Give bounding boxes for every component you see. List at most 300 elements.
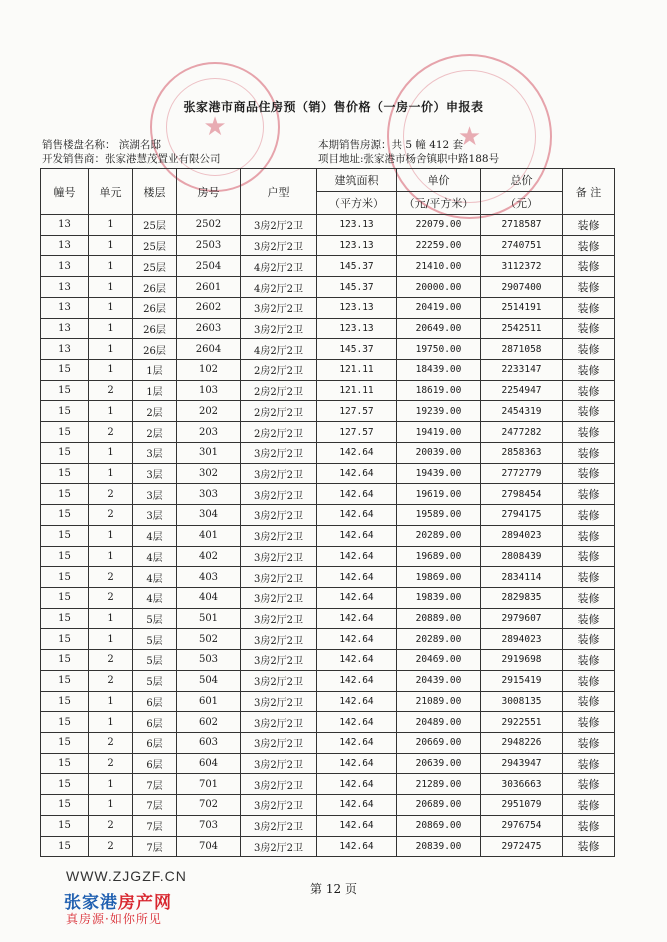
cell-floor: 6层 (133, 732, 177, 753)
table-row (41, 505, 615, 526)
cell-layout: 3房2厅2卫 (241, 629, 317, 650)
cell-unit: 1 (89, 339, 133, 360)
table-row (41, 546, 615, 567)
cell-building: 15 (41, 670, 89, 691)
cell-total-price: 2976754 (481, 815, 563, 836)
cell-remark: 装修 (563, 836, 615, 857)
cell-unit: 1 (89, 215, 133, 236)
cell-floor: 7层 (133, 774, 177, 795)
cell-total-price: 2834114 (481, 567, 563, 588)
cell-area: 127.57 (317, 422, 397, 443)
cell-unit-price: 20839.00 (397, 836, 481, 857)
cell-unit: 1 (89, 277, 133, 298)
cell-unit: 2 (89, 815, 133, 836)
cell-room: 602 (177, 712, 241, 733)
cell-area: 123.13 (317, 297, 397, 318)
table-row (41, 215, 615, 236)
cell-unit-price: 19689.00 (397, 546, 481, 567)
cell-unit: 2 (89, 587, 133, 608)
cell-unit: 1 (89, 525, 133, 546)
cell-building: 13 (41, 235, 89, 256)
header-total-price-unit: （元） (481, 192, 563, 215)
cell-total-price: 2894023 (481, 525, 563, 546)
cell-building: 15 (41, 422, 89, 443)
cell-room: 603 (177, 732, 241, 753)
cell-unit-price: 20649.00 (397, 318, 481, 339)
cell-room: 502 (177, 629, 241, 650)
header-unit-price: 单价 (397, 169, 481, 192)
cell-layout: 3房2厅2卫 (241, 505, 317, 526)
cell-layout: 2房2厅2卫 (241, 422, 317, 443)
cell-unit-price: 19619.00 (397, 484, 481, 505)
cell-area: 142.64 (317, 774, 397, 795)
cell-layout: 3房2厅2卫 (241, 670, 317, 691)
header-unit: 单元 (89, 169, 133, 215)
cell-unit: 1 (89, 691, 133, 712)
cell-remark: 装修 (563, 525, 615, 546)
cell-layout: 3房2厅2卫 (241, 650, 317, 671)
cell-unit-price: 20489.00 (397, 712, 481, 733)
cell-unit: 1 (89, 774, 133, 795)
cell-room: 2502 (177, 215, 241, 236)
cell-unit-price: 19589.00 (397, 505, 481, 526)
cell-remark: 装修 (563, 753, 615, 774)
table-row (41, 712, 615, 733)
cell-area: 145.37 (317, 339, 397, 360)
cell-floor: 5层 (133, 608, 177, 629)
cell-unit: 1 (89, 463, 133, 484)
cell-building: 15 (41, 484, 89, 505)
cell-unit: 1 (89, 318, 133, 339)
cell-unit-price: 20689.00 (397, 795, 481, 816)
table-row (41, 753, 615, 774)
cell-layout: 3房2厅2卫 (241, 318, 317, 339)
cell-remark: 装修 (563, 215, 615, 236)
cell-floor: 26层 (133, 339, 177, 360)
cell-total-price: 2922551 (481, 712, 563, 733)
cell-unit-price: 20639.00 (397, 753, 481, 774)
cell-room: 103 (177, 380, 241, 401)
cell-floor: 6层 (133, 753, 177, 774)
cell-total-price: 2907400 (481, 277, 563, 298)
cell-floor: 26层 (133, 318, 177, 339)
cell-remark: 装修 (563, 235, 615, 256)
cell-unit-price: 20289.00 (397, 629, 481, 650)
cell-floor: 25层 (133, 256, 177, 277)
page-title: 张家港市商品住房预（销）售价格（一房一价）申报表 (183, 100, 484, 114)
cell-area: 142.64 (317, 815, 397, 836)
cell-total-price: 2798454 (481, 484, 563, 505)
seal-star-icon: ★ (203, 112, 227, 142)
cell-remark: 装修 (563, 318, 615, 339)
header-area-unit: （平方米） (317, 192, 397, 215)
cell-layout: 3房2厅2卫 (241, 732, 317, 753)
cell-room: 604 (177, 753, 241, 774)
cell-unit: 2 (89, 567, 133, 588)
cell-floor: 1层 (133, 380, 177, 401)
cell-building: 15 (41, 774, 89, 795)
cell-unit: 1 (89, 297, 133, 318)
cell-room: 102 (177, 360, 241, 381)
cell-remark: 装修 (563, 567, 615, 588)
cell-floor: 26层 (133, 277, 177, 298)
header-remark: 备 注 (563, 169, 615, 215)
cell-unit: 1 (89, 401, 133, 422)
cell-area: 127.57 (317, 401, 397, 422)
cell-total-price: 2943947 (481, 753, 563, 774)
cell-remark: 装修 (563, 256, 615, 277)
cell-unit: 2 (89, 732, 133, 753)
cell-floor: 1层 (133, 360, 177, 381)
cell-unit-price: 20039.00 (397, 442, 481, 463)
cell-building: 15 (41, 815, 89, 836)
cell-area: 142.64 (317, 442, 397, 463)
cell-floor: 5层 (133, 629, 177, 650)
cell-room: 403 (177, 567, 241, 588)
cell-unit: 1 (89, 256, 133, 277)
header-building: 幢号 (41, 169, 89, 215)
cell-unit-price: 20439.00 (397, 670, 481, 691)
cell-unit-price: 22079.00 (397, 215, 481, 236)
cell-room: 504 (177, 670, 241, 691)
cell-room: 2602 (177, 297, 241, 318)
cell-floor: 3层 (133, 505, 177, 526)
cell-room: 203 (177, 422, 241, 443)
cell-unit-price: 21410.00 (397, 256, 481, 277)
cell-area: 142.64 (317, 608, 397, 629)
cell-area: 145.37 (317, 256, 397, 277)
table-row (41, 380, 615, 401)
cell-unit-price: 19419.00 (397, 422, 481, 443)
table-row (41, 629, 615, 650)
cell-floor: 7层 (133, 815, 177, 836)
cell-building: 13 (41, 256, 89, 277)
cell-total-price: 2972475 (481, 836, 563, 857)
cell-layout: 2房2厅2卫 (241, 401, 317, 422)
cell-total-price: 2477282 (481, 422, 563, 443)
cell-room: 503 (177, 650, 241, 671)
cell-area: 142.64 (317, 505, 397, 526)
cell-remark: 装修 (563, 815, 615, 836)
cell-unit-price: 19750.00 (397, 339, 481, 360)
cell-floor: 5层 (133, 650, 177, 671)
cell-layout: 3房2厅2卫 (241, 484, 317, 505)
cell-total-price: 2772779 (481, 463, 563, 484)
header-floor: 楼层 (133, 169, 177, 215)
cell-unit: 1 (89, 712, 133, 733)
cell-unit: 1 (89, 442, 133, 463)
cell-area: 123.13 (317, 318, 397, 339)
cell-remark: 装修 (563, 546, 615, 567)
header-area: 建筑面积 (317, 169, 397, 192)
price-table (40, 168, 615, 857)
cell-building: 15 (41, 442, 89, 463)
cell-unit: 2 (89, 836, 133, 857)
cell-total-price: 2794175 (481, 505, 563, 526)
cell-remark: 装修 (563, 732, 615, 753)
cell-building: 15 (41, 401, 89, 422)
cell-room: 2604 (177, 339, 241, 360)
cell-room: 701 (177, 774, 241, 795)
cell-unit-price: 20889.00 (397, 608, 481, 629)
project-name: 销售楼盘名称： 滨湖名邸 (42, 139, 161, 151)
cell-remark: 装修 (563, 463, 615, 484)
cell-remark: 装修 (563, 650, 615, 671)
cell-remark: 装修 (563, 629, 615, 650)
cell-layout: 3房2厅2卫 (241, 235, 317, 256)
cell-room: 702 (177, 795, 241, 816)
cell-total-price: 2858363 (481, 442, 563, 463)
cell-area: 142.64 (317, 629, 397, 650)
header-room: 房号 (177, 169, 241, 215)
cell-total-price: 2808439 (481, 546, 563, 567)
cell-remark: 装修 (563, 401, 615, 422)
cell-floor: 7层 (133, 836, 177, 857)
cell-unit-price: 21089.00 (397, 691, 481, 712)
cell-floor: 4层 (133, 587, 177, 608)
cell-building: 15 (41, 650, 89, 671)
cell-remark: 装修 (563, 380, 615, 401)
cell-layout: 3房2厅2卫 (241, 463, 317, 484)
cell-total-price: 2951079 (481, 795, 563, 816)
cell-area: 142.64 (317, 836, 397, 857)
cell-area: 142.64 (317, 712, 397, 733)
cell-building: 15 (41, 795, 89, 816)
cell-area: 142.64 (317, 484, 397, 505)
cell-remark: 装修 (563, 505, 615, 526)
cell-unit: 2 (89, 484, 133, 505)
cell-layout: 3房2厅2卫 (241, 753, 317, 774)
table-row (41, 670, 615, 691)
cell-room: 601 (177, 691, 241, 712)
cell-room: 704 (177, 836, 241, 857)
table-row (41, 401, 615, 422)
cell-building: 15 (41, 587, 89, 608)
cell-layout: 3房2厅2卫 (241, 442, 317, 463)
page-number: 第 12 页 (310, 882, 357, 896)
cell-total-price: 2740751 (481, 235, 563, 256)
cell-building: 15 (41, 629, 89, 650)
cell-floor: 5层 (133, 670, 177, 691)
table-row (41, 442, 615, 463)
table-row (41, 732, 615, 753)
cell-total-price: 2915419 (481, 670, 563, 691)
cell-remark: 装修 (563, 297, 615, 318)
header-layout: 户型 (241, 169, 317, 215)
cell-remark: 装修 (563, 422, 615, 443)
cell-floor: 2层 (133, 401, 177, 422)
cell-area: 123.13 (317, 235, 397, 256)
cell-total-price: 2454319 (481, 401, 563, 422)
cell-room: 401 (177, 525, 241, 546)
cell-total-price: 2919698 (481, 650, 563, 671)
cell-building: 15 (41, 732, 89, 753)
cell-total-price: 2542511 (481, 318, 563, 339)
cell-unit-price: 20669.00 (397, 732, 481, 753)
cell-total-price: 3008135 (481, 691, 563, 712)
cell-room: 303 (177, 484, 241, 505)
cell-building: 15 (41, 712, 89, 733)
cell-unit-price: 20869.00 (397, 815, 481, 836)
cell-building: 15 (41, 463, 89, 484)
cell-layout: 3房2厅2卫 (241, 567, 317, 588)
cell-total-price: 3112372 (481, 256, 563, 277)
cell-unit-price: 21289.00 (397, 774, 481, 795)
cell-total-price: 2948226 (481, 732, 563, 753)
cell-room: 2603 (177, 318, 241, 339)
cell-layout: 3房2厅2卫 (241, 836, 317, 857)
cell-remark: 装修 (563, 795, 615, 816)
cell-unit: 1 (89, 608, 133, 629)
supply-count: 本期销售房源：共 5 幢 412 套 (318, 139, 464, 151)
cell-unit-price: 18439.00 (397, 360, 481, 381)
cell-unit: 2 (89, 753, 133, 774)
cell-layout: 3房2厅2卫 (241, 712, 317, 733)
cell-unit-price: 19839.00 (397, 587, 481, 608)
cell-building: 13 (41, 215, 89, 236)
cell-floor: 4层 (133, 525, 177, 546)
cell-floor: 6层 (133, 712, 177, 733)
cell-area: 142.64 (317, 463, 397, 484)
cell-area: 142.64 (317, 587, 397, 608)
cell-unit-price: 22259.00 (397, 235, 481, 256)
cell-remark: 装修 (563, 277, 615, 298)
seal-star-icon: ★ (457, 121, 482, 152)
cell-unit-price: 20469.00 (397, 650, 481, 671)
cell-building: 15 (41, 567, 89, 588)
cell-total-price: 2894023 (481, 629, 563, 650)
cell-unit: 2 (89, 422, 133, 443)
table-row (41, 525, 615, 546)
cell-floor: 26层 (133, 297, 177, 318)
cell-floor: 4层 (133, 546, 177, 567)
cell-layout: 3房2厅2卫 (241, 297, 317, 318)
cell-unit-price: 20289.00 (397, 525, 481, 546)
cell-area: 121.11 (317, 360, 397, 381)
table-row (41, 297, 615, 318)
cell-total-price: 2718587 (481, 215, 563, 236)
cell-unit: 2 (89, 670, 133, 691)
cell-building: 13 (41, 297, 89, 318)
cell-building: 13 (41, 277, 89, 298)
cell-room: 402 (177, 546, 241, 567)
table-row (41, 463, 615, 484)
header-unit-price-unit: （元/平方米） (397, 192, 481, 215)
cell-area: 142.64 (317, 670, 397, 691)
cell-room: 404 (177, 587, 241, 608)
cell-layout: 3房2厅2卫 (241, 774, 317, 795)
cell-layout: 3房2厅2卫 (241, 546, 317, 567)
cell-room: 202 (177, 401, 241, 422)
brand-sub: 房产网 (118, 893, 172, 913)
cell-unit: 1 (89, 360, 133, 381)
table-row (41, 608, 615, 629)
cell-floor: 4层 (133, 567, 177, 588)
cell-room: 302 (177, 463, 241, 484)
table-row (41, 567, 615, 588)
cell-unit-price: 19239.00 (397, 401, 481, 422)
table-row (41, 836, 615, 857)
table-row (41, 339, 615, 360)
cell-unit: 1 (89, 235, 133, 256)
cell-area: 142.64 (317, 546, 397, 567)
brand-main: 张家港 (64, 893, 118, 913)
cell-building: 15 (41, 546, 89, 567)
cell-area: 142.64 (317, 650, 397, 671)
cell-room: 304 (177, 505, 241, 526)
developer-name: 开发销售商：张家港慧茂置业有限公司 (42, 153, 221, 165)
cell-room: 703 (177, 815, 241, 836)
cell-unit: 1 (89, 546, 133, 567)
table-row (41, 691, 615, 712)
cell-total-price: 3036663 (481, 774, 563, 795)
cell-total-price: 2254947 (481, 380, 563, 401)
table-row (41, 795, 615, 816)
cell-unit-price: 18619.00 (397, 380, 481, 401)
cell-floor: 3层 (133, 463, 177, 484)
cell-layout: 3房2厅2卫 (241, 691, 317, 712)
cell-area: 142.64 (317, 691, 397, 712)
cell-unit: 1 (89, 629, 133, 650)
cell-unit: 1 (89, 795, 133, 816)
cell-layout: 4房2厅2卫 (241, 256, 317, 277)
footer-url: WWW.ZJGZF.CN (66, 868, 187, 884)
cell-room: 2503 (177, 235, 241, 256)
cell-total-price: 2514191 (481, 297, 563, 318)
cell-remark: 装修 (563, 442, 615, 463)
cell-total-price: 2871058 (481, 339, 563, 360)
cell-remark: 装修 (563, 484, 615, 505)
cell-layout: 3房2厅2卫 (241, 215, 317, 236)
cell-unit: 2 (89, 505, 133, 526)
cell-unit: 2 (89, 380, 133, 401)
cell-floor: 6层 (133, 691, 177, 712)
cell-floor: 25层 (133, 235, 177, 256)
table-row (41, 774, 615, 795)
cell-layout: 2房2厅2卫 (241, 380, 317, 401)
cell-layout: 4房2厅2卫 (241, 339, 317, 360)
footer-slogan: 真房源·如你所见 (66, 912, 162, 926)
cell-layout: 3房2厅2卫 (241, 608, 317, 629)
cell-area: 123.13 (317, 215, 397, 236)
table-row (41, 235, 615, 256)
cell-total-price: 2829835 (481, 587, 563, 608)
cell-total-price: 2979607 (481, 608, 563, 629)
cell-floor: 3层 (133, 484, 177, 505)
cell-building: 15 (41, 691, 89, 712)
cell-total-price: 2233147 (481, 360, 563, 381)
cell-area: 142.64 (317, 567, 397, 588)
cell-floor: 7层 (133, 795, 177, 816)
cell-unit-price: 19439.00 (397, 463, 481, 484)
table-row (41, 318, 615, 339)
cell-building: 15 (41, 505, 89, 526)
cell-room: 2504 (177, 256, 241, 277)
cell-unit: 2 (89, 650, 133, 671)
cell-layout: 3房2厅2卫 (241, 525, 317, 546)
cell-building: 15 (41, 836, 89, 857)
cell-area: 142.64 (317, 753, 397, 774)
cell-remark: 装修 (563, 774, 615, 795)
cell-layout: 4房2厅2卫 (241, 277, 317, 298)
table-row (41, 815, 615, 836)
cell-unit-price: 19869.00 (397, 567, 481, 588)
table-row (41, 650, 615, 671)
cell-remark: 装修 (563, 691, 615, 712)
project-address: 项目地址:张家港市杨舍镇职中路188号 (318, 153, 500, 165)
cell-area: 142.64 (317, 525, 397, 546)
cell-area: 142.64 (317, 795, 397, 816)
